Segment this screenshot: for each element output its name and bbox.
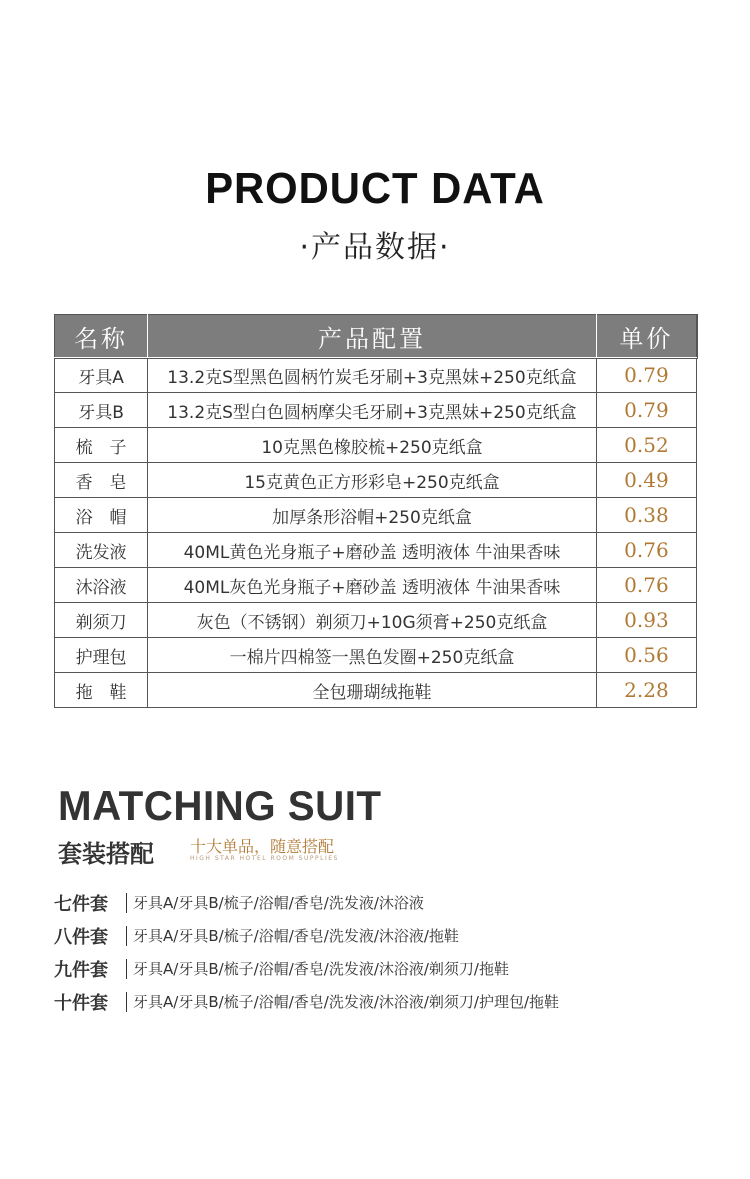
row-price: 0.93: [596, 603, 696, 638]
row-price: 0.79: [596, 393, 696, 428]
row-config: 10克黑色橡胶梳+250克纸盒: [148, 428, 597, 463]
table-row: [55, 428, 697, 463]
list-item: [54, 985, 559, 1018]
divider: [126, 992, 127, 1012]
list-item: [54, 952, 559, 985]
row-price: 0.76: [596, 533, 696, 568]
matching-title-cn: 套装搭配: [58, 840, 154, 868]
matching-subline: HIGH STAR HOTEL ROOM SUPPLIES: [190, 855, 339, 862]
row-config: 40ML灰色光身瓶子+磨砂盖 透明液体 牛油果香味: [148, 568, 597, 603]
table-row: [55, 533, 697, 568]
row-price: 0.52: [596, 428, 696, 463]
suit-items: 牙具A/牙具B/梳子/浴帽/香皂/洗发液/沐浴液: [133, 894, 424, 912]
page-title-en: PRODUCT DATA: [205, 164, 545, 213]
row-config: 全包珊瑚绒拖鞋: [148, 673, 597, 708]
suit-items: 牙具A/牙具B/梳子/浴帽/香皂/洗发液/沐浴液/剃须刀/护理包/拖鞋: [133, 993, 560, 1011]
row-name: 护理包: [55, 638, 148, 673]
product-table: [54, 314, 697, 708]
suit-list: [54, 886, 559, 1018]
list-item: [54, 886, 559, 919]
matching-title-en: MATCHING SUIT: [58, 782, 382, 829]
table-row: [55, 638, 697, 673]
row-name: 牙具B: [55, 393, 148, 428]
table-row: [55, 463, 697, 498]
row-name: 香 皂: [55, 463, 148, 498]
suit-name: 七件套: [54, 893, 108, 915]
row-config: 加厚条形浴帽+250克纸盒: [148, 498, 597, 533]
header-price: 单价: [596, 315, 696, 358]
suit-name: 九件套: [54, 959, 108, 981]
row-config: 40ML黄色光身瓶子+磨砂盖 透明液体 牛油果香味: [148, 533, 597, 568]
table-header-row: [55, 315, 697, 358]
row-config: 一棉片四棉签一黑色发圈+250克纸盒: [148, 638, 597, 673]
row-config: 灰色（不锈钢）剃须刀+10G须膏+250克纸盒: [148, 603, 597, 638]
row-price: 2.28: [596, 673, 696, 708]
row-price: 0.56: [596, 638, 696, 673]
table-row: [55, 568, 697, 603]
row-config: 13.2克S型黑色圆柄竹炭毛牙刷+3克黑妹+250克纸盒: [148, 358, 597, 393]
row-price: 0.76: [596, 568, 696, 603]
table-row: [55, 393, 697, 428]
row-config: 15克黄色正方形彩皂+250克纸盒: [148, 463, 597, 498]
row-name: 牙具A: [55, 358, 148, 393]
header-name: 名称: [55, 315, 148, 358]
suit-items: 牙具A/牙具B/梳子/浴帽/香皂/洗发液/沐浴液/剃须刀/拖鞋: [133, 960, 509, 978]
divider: [126, 926, 127, 946]
table-row: [55, 498, 697, 533]
row-name: 浴 帽: [55, 498, 148, 533]
row-name: 拖 鞋: [55, 673, 148, 708]
suit-name: 八件套: [54, 926, 108, 948]
row-price: 0.49: [596, 463, 696, 498]
row-name: 洗发液: [55, 533, 148, 568]
row-name: 剃须刀: [55, 603, 148, 638]
list-item: [54, 919, 559, 952]
row-name: 梳 子: [55, 428, 148, 463]
row-price: 0.79: [596, 358, 696, 393]
row-name: 沐浴液: [55, 568, 148, 603]
header-config: 产品配置: [148, 315, 597, 358]
matching-tagline: 十大单品，随意搭配: [190, 837, 335, 856]
suit-items: 牙具A/牙具B/梳子/浴帽/香皂/洗发液/沐浴液/拖鞋: [133, 927, 459, 945]
table-row: [55, 358, 697, 393]
table-row: [55, 673, 697, 708]
row-config: 13.2克S型白色圆柄摩尖毛牙刷+3克黑妹+250克纸盒: [148, 393, 597, 428]
suit-name: 十件套: [54, 992, 108, 1014]
divider: [126, 959, 127, 979]
divider: [126, 893, 127, 913]
table-row: [55, 603, 697, 638]
page-title-cn: ·产品数据·: [299, 230, 451, 265]
row-price: 0.38: [596, 498, 696, 533]
